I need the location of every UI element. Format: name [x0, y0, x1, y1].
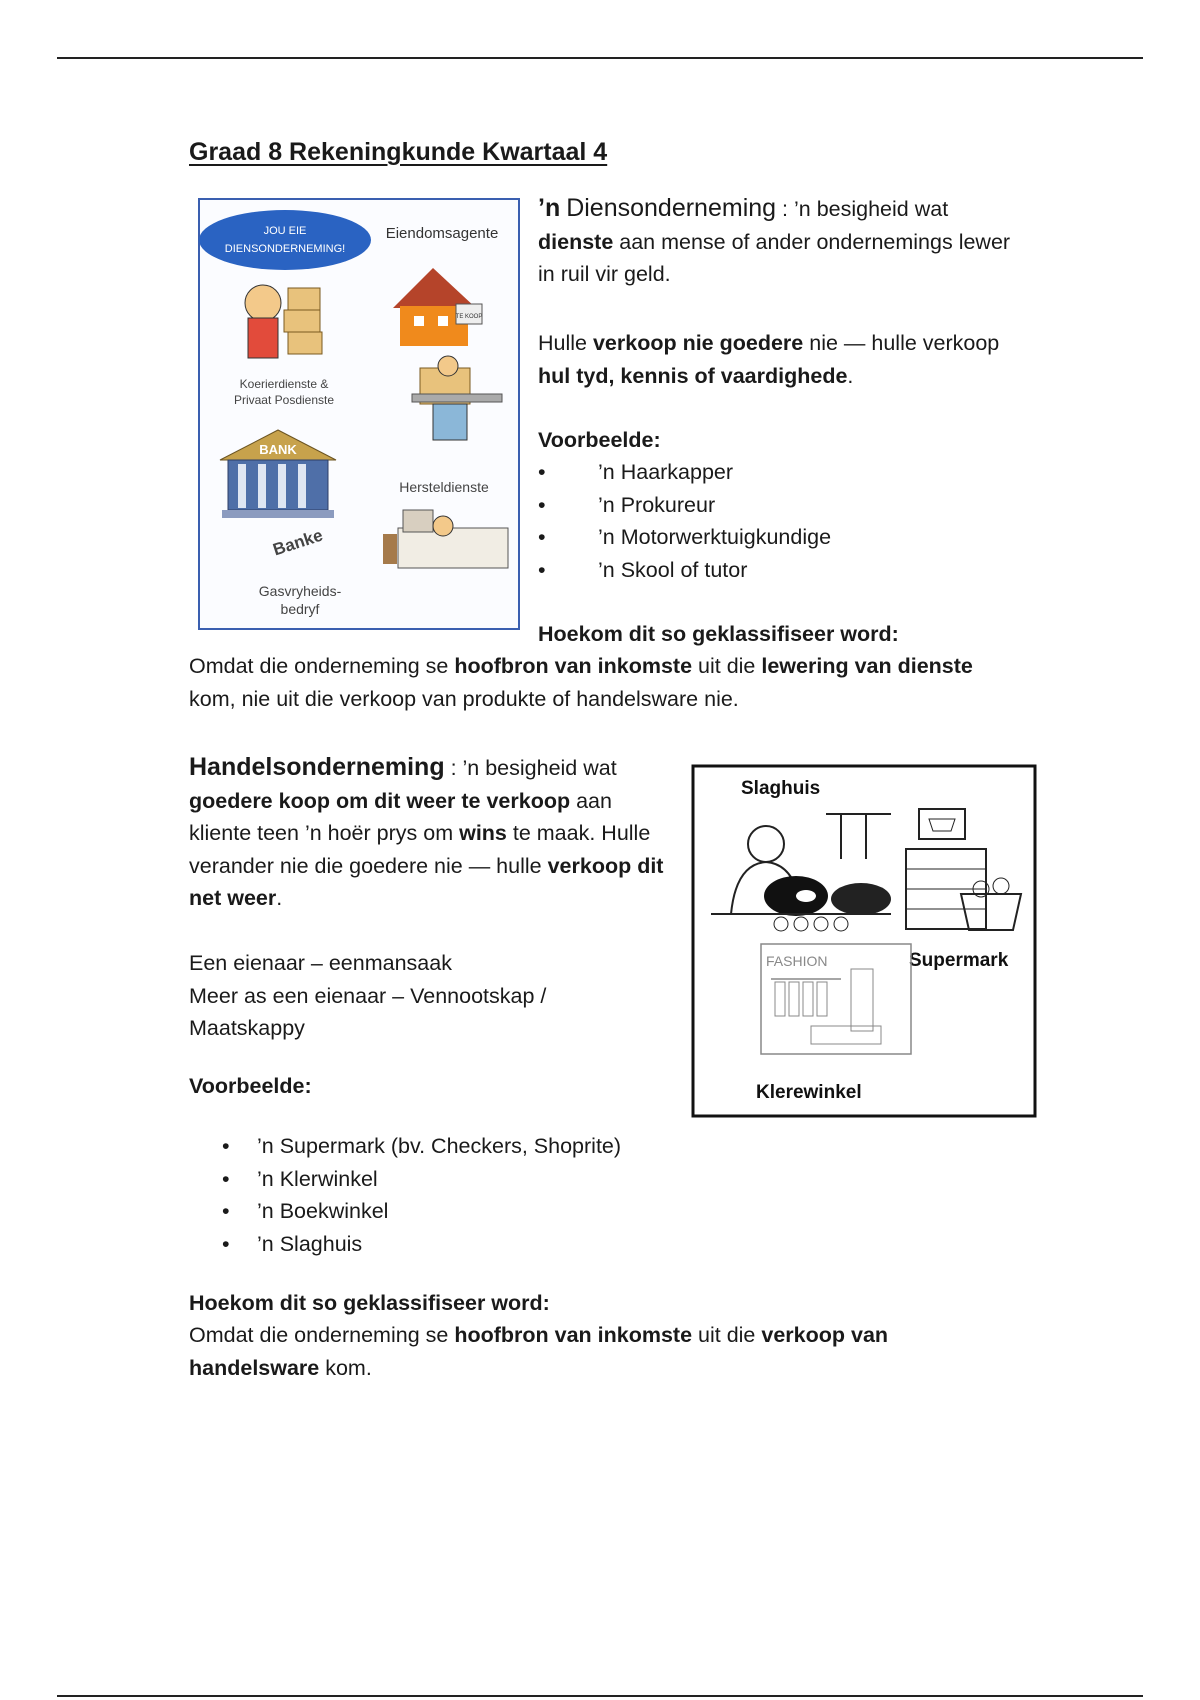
- service-examples-list: [538, 456, 831, 586]
- service-why-text: Omdat die onderneming se hoofbron van inkomste uit die lewering van dienste kom, nie uit die verkoop van produkte of handelsware nie.: [189, 654, 973, 711]
- estate-agents-label: Eiendomsagente: [385, 225, 499, 242]
- merchandise-why-heading: Hoekom dit so geklassifiseer word:: [189, 1291, 550, 1315]
- merchandise-why-text: Omdat die onderneming se hoofbron van inkomste uit die verkoop van handelsware kom.: [189, 1323, 889, 1380]
- service-definition: ’n Diensonderneming : ’n besigheid wat dienste aan mense of ander ondernemings lewer in ruil vir geld.: [538, 194, 1011, 286]
- top-rule: [57, 57, 1143, 59]
- hospitality-label-1: Gasvryheids-: [258, 583, 342, 599]
- wrench: [412, 394, 502, 402]
- service-business-illustration: [198, 198, 520, 630]
- merchandise-examples-heading: Voorbeelde:: [189, 1074, 312, 1098]
- service-paragraph-2: Hulle verkoop nie goedere nie — hulle verkoop hul tyd, kennis of vaardighede.: [538, 331, 1000, 388]
- parcels: [288, 288, 320, 310]
- supermarket-label: Supermark: [909, 950, 1009, 971]
- list-item: • ’n Supermark (bv. Checkers, Shoprite): [222, 1134, 622, 1158]
- clothing-label: Klerewinkel: [756, 1082, 862, 1103]
- list-item: • ’n Haarkapper: [538, 460, 734, 484]
- service-why-heading: Hoekom dit so geklassifiseer word:: [538, 622, 899, 646]
- svg-text:TE KOOP: TE KOOP: [455, 314, 483, 320]
- service-term: Diensonderneming: [566, 194, 777, 222]
- term-prefix: ’n: [538, 194, 561, 222]
- banks-label: Banke: [270, 525, 326, 560]
- courier-figure: [245, 285, 281, 321]
- merchandise-definition: Handelsonderneming : ’n besigheid wat goedere koop om dit weer te verkoop aan kliente teen ’n hoër prys om wins te maak. Hulle verander nie die goedere nie — hulle verkoop dit net weer.: [189, 753, 664, 910]
- courier-label-1: Koerierdienste &: [239, 377, 329, 391]
- list-item: • ’n Slaghuis: [222, 1231, 363, 1256]
- merchandise-examples-list: [222, 1130, 621, 1260]
- repair-label: Hersteldienste: [399, 479, 489, 495]
- service-examples-heading: Voorbeelde:: [538, 428, 661, 452]
- hospitality-label-2: bedryf: [280, 601, 320, 617]
- guest-figure: [433, 516, 453, 536]
- list-item: • ’n Boekwinkel: [222, 1199, 389, 1223]
- ownership-text: Een eienaar – eenmansaak Meer as een eienaar – Vennootskap / Maatskappy: [189, 951, 547, 1040]
- badge-line-1: JOU EIE: [263, 225, 307, 237]
- list-item: • ’n Klerwinkel: [222, 1166, 378, 1191]
- merchandise-term: Handelsonderneming: [189, 753, 445, 781]
- bottom-rule: [57, 1695, 1143, 1697]
- merchandise-illustration: [691, 764, 1037, 1118]
- repair-figure: [433, 404, 467, 440]
- courier-label-2: Privaat Posdienste: [233, 393, 335, 407]
- list-item: • ’n Prokureur: [538, 492, 716, 517]
- butcher-label: Slaghuis: [741, 778, 821, 799]
- page-title: Graad 8 Rekeningkunde Kwartaal 4: [189, 138, 608, 166]
- list-item: • ’n Skool of tutor: [538, 557, 748, 582]
- badge-oval: [199, 210, 371, 270]
- bank-sign: BANK: [259, 442, 297, 457]
- fashion-sign: FASHION: [766, 953, 828, 969]
- list-item: • ’n Motorwerktuigkundige: [538, 525, 832, 549]
- badge-line-2: DIENSONDERNEMING!: [224, 243, 346, 255]
- bed: [398, 528, 508, 568]
